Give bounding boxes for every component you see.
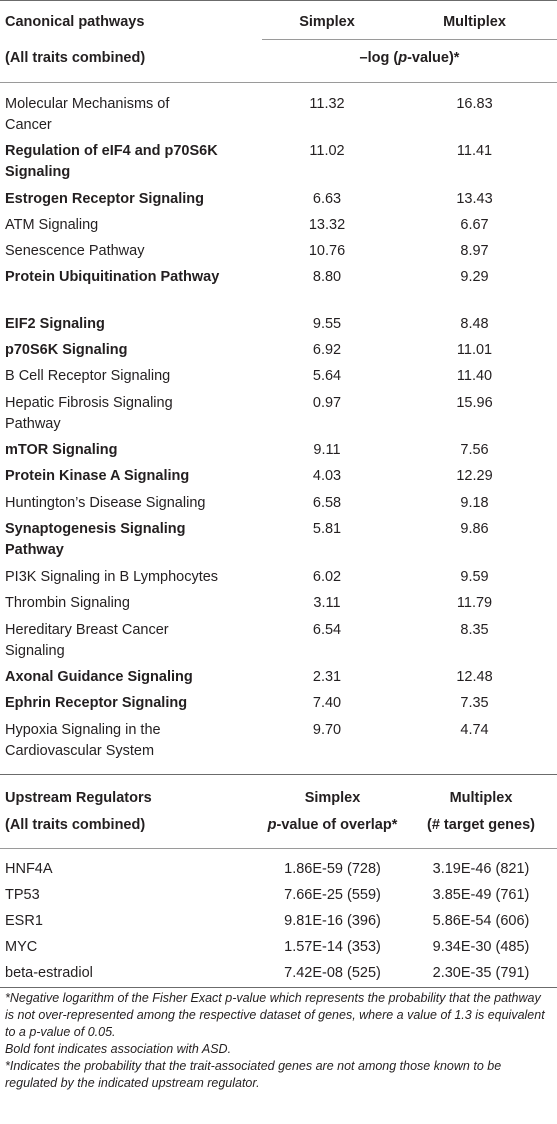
multiplex-pvalue: 2.30E-35 (791) — [432, 965, 530, 981]
multiplex-value: 9.18 — [460, 495, 489, 511]
simplex-pvalue: 7.42E-08 (525) — [284, 965, 381, 981]
multiplex-value: 15.96 — [456, 395, 493, 411]
multiplex-pvalue: 3.85E-49 (761) — [432, 887, 530, 903]
pathway-name: Hepatic Fibrosis Signaling Pathway — [5, 395, 173, 432]
regulator-name: HNF4A — [5, 861, 53, 877]
simplex-value: 9.70 — [312, 722, 342, 738]
multiplex-value: 8.48 — [460, 316, 489, 332]
multiplex-value: 8.35 — [460, 622, 489, 638]
regulator-name: TP53 — [5, 887, 40, 903]
pathway-name: Regulation of eIF4 and p70S6K Signaling — [5, 143, 218, 180]
multiplex-value: 9.86 — [460, 521, 489, 537]
table-row — [0, 493, 557, 514]
table-row — [0, 937, 557, 958]
multiplex-value: 11.41 — [456, 143, 493, 159]
pathway-name: Huntington’s Disease Signaling — [5, 495, 206, 511]
canonical-header-subtitle: (All traits combined) — [5, 50, 146, 66]
regulator-name: beta-estradiol — [5, 965, 93, 981]
section-divider-rule — [0, 774, 557, 775]
canonical-header-bottom-rule — [0, 82, 557, 83]
simplex-value: 4.03 — [312, 468, 342, 484]
table-row — [0, 466, 557, 487]
table-row — [0, 567, 557, 588]
upstream-header-simplex: Simplex — [304, 790, 361, 806]
multiplex-value: 6.67 — [460, 217, 489, 233]
table-row — [0, 215, 557, 236]
pathway-name: Thrombin Signaling — [5, 595, 130, 611]
multiplex-pvalue: 9.34E-30 (485) — [432, 939, 530, 955]
simplex-pvalue: 9.81E-16 (396) — [284, 913, 381, 929]
simplex-value: 0.97 — [312, 395, 342, 411]
pathway-name: Hereditary Breast Cancer Signaling — [5, 622, 169, 659]
table-row — [0, 141, 557, 183]
pathway-name: EIF2 Signaling — [5, 316, 105, 332]
pathway-name: B Cell Receptor Signaling — [5, 368, 171, 384]
canonical-header-subrule — [262, 39, 557, 40]
simplex-value: 11.02 — [309, 143, 345, 159]
canonical-header-simplex: Simplex — [299, 14, 355, 30]
footnote-neg-log: *Negative logarithm of the Fisher Exact p-value which represents the probability that the pathway is not over-represented among the respective dataset of genes, where a value of 1.3 is equivalent to a p-value of 0.05. — [5, 991, 545, 1039]
simplex-value: 6.02 — [312, 569, 342, 585]
multiplex-value: 9.29 — [460, 269, 489, 285]
canonical-header-title: Canonical pathways — [5, 14, 145, 30]
simplex-value: 13.32 — [308, 217, 346, 233]
multiplex-value: 11.01 — [456, 342, 493, 358]
pathway-name: Ephrin Receptor Signaling — [5, 695, 188, 711]
multiplex-value: 7.35 — [460, 695, 489, 711]
pathway-name: mTOR Signaling — [5, 442, 118, 458]
table-row — [0, 366, 557, 387]
simplex-value: 11.32 — [309, 96, 345, 112]
multiplex-pvalue: 5.86E-54 (606) — [432, 913, 530, 929]
simplex-value: 9.11 — [313, 442, 341, 458]
multiplex-pvalue: 3.19E-46 (821) — [432, 861, 530, 877]
canonical-header-multiplex: Multiplex — [443, 14, 506, 30]
simplex-value: 8.80 — [312, 269, 342, 285]
table-row — [0, 620, 557, 662]
table-row — [0, 267, 557, 309]
multiplex-value: 9.59 — [460, 569, 489, 585]
multiplex-value: 7.56 — [460, 442, 489, 458]
simplex-pvalue: 1.57E-14 (353) — [284, 939, 381, 955]
pathway-name: Senescence Pathway — [5, 243, 145, 259]
table-row — [0, 393, 557, 435]
table-row — [0, 911, 557, 932]
simplex-value: 3.11 — [313, 595, 341, 611]
upstream-header-subtitle: (All traits combined) — [5, 817, 146, 833]
table-bottom-rule — [0, 987, 557, 988]
table-row — [0, 720, 557, 762]
table-row — [0, 693, 557, 714]
multiplex-value: 12.29 — [456, 468, 493, 484]
simplex-value: 10.76 — [308, 243, 346, 259]
multiplex-value: 12.48 — [456, 669, 493, 685]
upstream-header-title: Upstream Regulators — [5, 790, 152, 806]
upstream-header-bottom-rule — [0, 848, 557, 849]
multiplex-value: 16.83 — [456, 96, 493, 112]
pathway-name: Hypoxia Signaling in the Cardiovascular System — [5, 722, 161, 759]
pathway-name: PI3K Signaling in B Lymphocytes — [5, 569, 219, 585]
simplex-value: 6.58 — [312, 495, 342, 511]
table-row — [0, 94, 557, 136]
table-row — [0, 667, 557, 688]
table-row — [0, 519, 557, 561]
table-row — [0, 340, 557, 361]
simplex-value: 6.54 — [312, 622, 342, 638]
simplex-value: 9.55 — [312, 316, 342, 332]
pathway-name: ATM Signaling — [5, 217, 99, 233]
upstream-header-pvalue: p-value of overlap* — [267, 817, 398, 833]
upstream-header-targets: (# target genes) — [427, 817, 535, 833]
simplex-value: 7.40 — [312, 695, 342, 711]
simplex-value: 6.63 — [312, 191, 342, 207]
table-row — [0, 241, 557, 262]
simplex-value: 5.81 — [312, 521, 342, 537]
multiplex-value: 11.79 — [456, 595, 493, 611]
table-row — [0, 885, 557, 906]
simplex-value: 6.92 — [312, 342, 342, 358]
footnote-upstream-prob: *Indicates the probability that the trait-associated genes are not among those known to be regulated by the indicated upstream regulator. — [5, 1059, 502, 1090]
canonical-header-metric: –log (p-value)* — [359, 50, 460, 66]
table-row — [0, 440, 557, 461]
multiplex-value: 11.40 — [456, 368, 493, 384]
pathway-name: Protein Kinase A Signaling — [5, 468, 190, 484]
pathway-name: p70S6K Signaling — [5, 342, 128, 358]
table-row — [0, 859, 557, 880]
table-row — [0, 963, 557, 984]
pathway-name: Axonal Guidance Signaling — [5, 669, 193, 685]
simplex-value: 2.31 — [312, 669, 342, 685]
simplex-value: 5.64 — [312, 368, 342, 384]
simplex-pvalue: 7.66E-25 (559) — [284, 887, 381, 903]
footnote-bold-asd: Bold font indicates association with ASD. — [5, 1042, 232, 1056]
multiplex-value: 13.43 — [456, 191, 493, 207]
pathway-name: Synaptogenesis Signaling Pathway — [5, 521, 186, 558]
regulator-name: ESR1 — [5, 913, 43, 929]
table-top-rule — [0, 0, 557, 1]
multiplex-value: 8.97 — [460, 243, 489, 259]
regulator-name: MYC — [5, 939, 38, 955]
pathway-name: Estrogen Receptor Signaling — [5, 191, 204, 207]
simplex-pvalue: 1.86E-59 (728) — [284, 861, 381, 877]
multiplex-value: 4.74 — [460, 722, 489, 738]
table-row — [0, 593, 557, 614]
pathway-name: Protein Ubiquitination Pathway — [5, 269, 220, 285]
upstream-header-multiplex: Multiplex — [449, 790, 513, 806]
table-row — [0, 314, 557, 335]
pathway-name: Molecular Mechanisms of Cancer — [5, 96, 170, 133]
table-row — [0, 189, 557, 210]
